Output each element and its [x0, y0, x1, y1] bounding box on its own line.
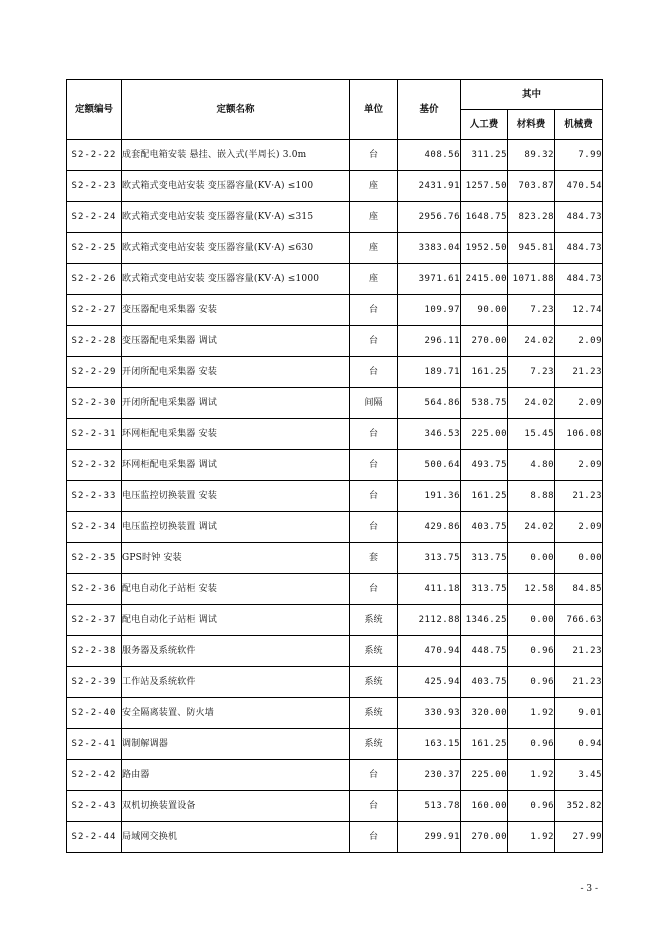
- cell-machine: 2.09: [555, 388, 603, 419]
- quota-table: [66, 79, 603, 853]
- cell-unit: 座: [350, 202, 398, 233]
- table-row: [67, 512, 603, 543]
- cell-code: S2-2-32: [67, 450, 122, 481]
- cell-base-price: 408.56: [398, 140, 461, 171]
- cell-machine: 484.73: [555, 233, 603, 264]
- col-header-code: 定额编号: [67, 80, 122, 140]
- cell-code: S2-2-27: [67, 295, 122, 326]
- cell-machine: 352.82: [555, 791, 603, 822]
- cell-base-price: 299.91: [398, 822, 461, 853]
- cell-code: S2-2-23: [67, 171, 122, 202]
- cell-machine: 2.09: [555, 450, 603, 481]
- cell-code: S2-2-38: [67, 636, 122, 667]
- cell-material: 1071.88: [508, 264, 555, 295]
- cell-labor: 320.00: [461, 698, 508, 729]
- cell-material: 24.02: [508, 326, 555, 357]
- cell-machine: 7.99: [555, 140, 603, 171]
- cell-material: 823.28: [508, 202, 555, 233]
- cell-code: S2-2-28: [67, 326, 122, 357]
- cell-unit: 系统: [350, 729, 398, 760]
- cell-name: 开闭所配电采集器 安装: [122, 357, 350, 388]
- cell-name: 欧式箱式变电站安装 变压器容量(KV·A) ≤315: [122, 202, 350, 233]
- cell-code: S2-2-25: [67, 233, 122, 264]
- cell-material: 945.81: [508, 233, 555, 264]
- cell-machine: 2.09: [555, 512, 603, 543]
- cell-unit: 座: [350, 264, 398, 295]
- cell-labor: 270.00: [461, 822, 508, 853]
- cell-machine: 484.73: [555, 264, 603, 295]
- cell-labor: 403.75: [461, 512, 508, 543]
- cell-material: 0.96: [508, 729, 555, 760]
- cell-name: 欧式箱式变电站安装 变压器容量(KV·A) ≤1000: [122, 264, 350, 295]
- table-row: [67, 419, 603, 450]
- cell-unit: 座: [350, 171, 398, 202]
- cell-machine: 21.23: [555, 667, 603, 698]
- table-row: [67, 605, 603, 636]
- table-row: [67, 295, 603, 326]
- cell-labor: 2415.00: [461, 264, 508, 295]
- cell-name: 环网柜配电采集器 安装: [122, 419, 350, 450]
- cell-name: 服务器及系统软件: [122, 636, 350, 667]
- col-header-labor: 人工费: [461, 110, 508, 140]
- cell-material: 8.88: [508, 481, 555, 512]
- table-row: [67, 791, 603, 822]
- cell-base-price: 425.94: [398, 667, 461, 698]
- cell-material: 1.92: [508, 760, 555, 791]
- cell-machine: 21.23: [555, 636, 603, 667]
- cell-code: S2-2-22: [67, 140, 122, 171]
- table-row: [67, 698, 603, 729]
- table-row: [67, 357, 603, 388]
- cell-labor: 225.00: [461, 419, 508, 450]
- cell-code: S2-2-35: [67, 543, 122, 574]
- cell-code: S2-2-24: [67, 202, 122, 233]
- cell-code: S2-2-30: [67, 388, 122, 419]
- cell-base-price: 3971.61: [398, 264, 461, 295]
- cell-unit: 套: [350, 543, 398, 574]
- cell-machine: 12.74: [555, 295, 603, 326]
- cell-material: 24.02: [508, 512, 555, 543]
- cell-code: S2-2-44: [67, 822, 122, 853]
- cell-material: 0.00: [508, 543, 555, 574]
- cell-material: 15.45: [508, 419, 555, 450]
- cell-base-price: 191.36: [398, 481, 461, 512]
- cell-base-price: 429.86: [398, 512, 461, 543]
- cell-code: S2-2-42: [67, 760, 122, 791]
- cell-base-price: 513.78: [398, 791, 461, 822]
- cell-base-price: 163.15: [398, 729, 461, 760]
- cell-labor: 161.25: [461, 729, 508, 760]
- cell-base-price: 2956.76: [398, 202, 461, 233]
- cell-machine: 9.01: [555, 698, 603, 729]
- cell-material: 7.23: [508, 295, 555, 326]
- cell-machine: 0.00: [555, 543, 603, 574]
- cell-unit: 系统: [350, 605, 398, 636]
- col-header-machine: 机械费: [555, 110, 603, 140]
- table-row: [67, 171, 603, 202]
- table-row: [67, 388, 603, 419]
- cell-labor: 90.00: [461, 295, 508, 326]
- cell-unit: 台: [350, 419, 398, 450]
- cell-name: 双机切换装置设备: [122, 791, 350, 822]
- cell-code: S2-2-31: [67, 419, 122, 450]
- cell-machine: 106.08: [555, 419, 603, 450]
- cell-unit: 台: [350, 481, 398, 512]
- cell-code: S2-2-26: [67, 264, 122, 295]
- cell-name: 局域网交换机: [122, 822, 350, 853]
- cell-labor: 403.75: [461, 667, 508, 698]
- cell-base-price: 189.71: [398, 357, 461, 388]
- cell-code: S2-2-29: [67, 357, 122, 388]
- cell-labor: 161.25: [461, 481, 508, 512]
- cell-unit: 台: [350, 791, 398, 822]
- cell-name: 工作站及系统软件: [122, 667, 350, 698]
- cell-unit: 台: [350, 357, 398, 388]
- col-header-base-price: 基价: [398, 80, 461, 140]
- cell-code: S2-2-39: [67, 667, 122, 698]
- cell-base-price: 470.94: [398, 636, 461, 667]
- cell-unit: 系统: [350, 636, 398, 667]
- cell-unit: 系统: [350, 698, 398, 729]
- cell-name: 电压监控切换装置 安装: [122, 481, 350, 512]
- cell-material: 4.80: [508, 450, 555, 481]
- table-row: [67, 233, 603, 264]
- cell-material: 7.23: [508, 357, 555, 388]
- table-row: [67, 574, 603, 605]
- cell-material: 703.87: [508, 171, 555, 202]
- cell-labor: 538.75: [461, 388, 508, 419]
- cell-unit: 台: [350, 822, 398, 853]
- cell-name: 欧式箱式变电站安装 变压器容量(KV·A) ≤630: [122, 233, 350, 264]
- cell-name: 开闭所配电采集器 调试: [122, 388, 350, 419]
- cell-labor: 1952.50: [461, 233, 508, 264]
- table-row: [67, 450, 603, 481]
- cell-labor: 1648.75: [461, 202, 508, 233]
- cell-material: 0.96: [508, 667, 555, 698]
- cell-material: 12.58: [508, 574, 555, 605]
- cell-base-price: 2431.91: [398, 171, 461, 202]
- cell-unit: 台: [350, 295, 398, 326]
- cell-machine: 21.23: [555, 357, 603, 388]
- cell-unit: 台: [350, 512, 398, 543]
- col-header-material: 材料费: [508, 110, 555, 140]
- cell-base-price: 2112.88: [398, 605, 461, 636]
- table-row: [67, 326, 603, 357]
- cell-code: S2-2-41: [67, 729, 122, 760]
- cell-labor: 313.75: [461, 543, 508, 574]
- cell-labor: 313.75: [461, 574, 508, 605]
- cell-base-price: 346.53: [398, 419, 461, 450]
- cell-unit: 台: [350, 574, 398, 605]
- cell-name: 欧式箱式变电站安装 变压器容量(KV·A) ≤100: [122, 171, 350, 202]
- cell-material: 0.96: [508, 791, 555, 822]
- cell-machine: 84.85: [555, 574, 603, 605]
- col-header-name: 定额名称: [122, 80, 350, 140]
- cell-name: 成套配电箱安装 悬挂、嵌入式(半周长) 3.0m: [122, 140, 350, 171]
- table-row: [67, 636, 603, 667]
- cell-code: S2-2-34: [67, 512, 122, 543]
- cell-code: S2-2-36: [67, 574, 122, 605]
- cell-name: 变压器配电采集器 安装: [122, 295, 350, 326]
- cell-labor: 311.25: [461, 140, 508, 171]
- cell-code: S2-2-40: [67, 698, 122, 729]
- table-row: [67, 140, 603, 171]
- cell-labor: 493.75: [461, 450, 508, 481]
- cell-name: 变压器配电采集器 调试: [122, 326, 350, 357]
- table-row: [67, 202, 603, 233]
- cell-labor: 225.00: [461, 760, 508, 791]
- cell-base-price: 230.37: [398, 760, 461, 791]
- cell-material: 89.32: [508, 140, 555, 171]
- col-header-unit: 单位: [350, 80, 398, 140]
- cell-labor: 270.00: [461, 326, 508, 357]
- cell-base-price: 411.18: [398, 574, 461, 605]
- cell-name: 环网柜配电采集器 调试: [122, 450, 350, 481]
- table-row: [67, 264, 603, 295]
- cell-material: 1.92: [508, 822, 555, 853]
- cell-name: 路由器: [122, 760, 350, 791]
- cell-labor: 160.00: [461, 791, 508, 822]
- cell-material: 1.92: [508, 698, 555, 729]
- cell-base-price: 313.75: [398, 543, 461, 574]
- cell-base-price: 3383.04: [398, 233, 461, 264]
- cell-name: 安全隔离装置、防火墙: [122, 698, 350, 729]
- cell-base-price: 296.11: [398, 326, 461, 357]
- cell-machine: 2.09: [555, 326, 603, 357]
- table-row: [67, 667, 603, 698]
- cell-base-price: 564.86: [398, 388, 461, 419]
- cell-labor: 161.25: [461, 357, 508, 388]
- cell-unit: 台: [350, 760, 398, 791]
- table-row: [67, 543, 603, 574]
- cell-unit: 台: [350, 326, 398, 357]
- table-row: [67, 822, 603, 853]
- cell-code: S2-2-43: [67, 791, 122, 822]
- cell-code: S2-2-37: [67, 605, 122, 636]
- cell-machine: 484.73: [555, 202, 603, 233]
- cell-code: S2-2-33: [67, 481, 122, 512]
- cell-machine: 766.63: [555, 605, 603, 636]
- cell-machine: 21.23: [555, 481, 603, 512]
- cell-material: 0.96: [508, 636, 555, 667]
- cell-base-price: 109.97: [398, 295, 461, 326]
- cell-machine: 0.94: [555, 729, 603, 760]
- table-row: [67, 760, 603, 791]
- table-row: [67, 481, 603, 512]
- cell-unit: 台: [350, 140, 398, 171]
- cell-labor: 1346.25: [461, 605, 508, 636]
- cell-name: 配电自动化子站柜 安装: [122, 574, 350, 605]
- cell-name: 配电自动化子站柜 调试: [122, 605, 350, 636]
- cell-unit: 间隔: [350, 388, 398, 419]
- table-row: [67, 729, 603, 760]
- cell-machine: 470.54: [555, 171, 603, 202]
- cell-unit: 台: [350, 450, 398, 481]
- cell-material: 0.00: [508, 605, 555, 636]
- cell-name: 电压监控切换装置 调试: [122, 512, 350, 543]
- col-header-group: 其中: [461, 80, 603, 110]
- cell-machine: 27.99: [555, 822, 603, 853]
- cell-unit: 座: [350, 233, 398, 264]
- cell-machine: 3.45: [555, 760, 603, 791]
- cell-base-price: 500.64: [398, 450, 461, 481]
- page-number: - 3 -: [580, 884, 598, 894]
- cell-base-price: 330.93: [398, 698, 461, 729]
- cell-unit: 系统: [350, 667, 398, 698]
- cell-name: 调制解调器: [122, 729, 350, 760]
- cell-labor: 448.75: [461, 636, 508, 667]
- cell-labor: 1257.50: [461, 171, 508, 202]
- cell-material: 24.02: [508, 388, 555, 419]
- cell-name: GPS时钟 安装: [122, 543, 350, 574]
